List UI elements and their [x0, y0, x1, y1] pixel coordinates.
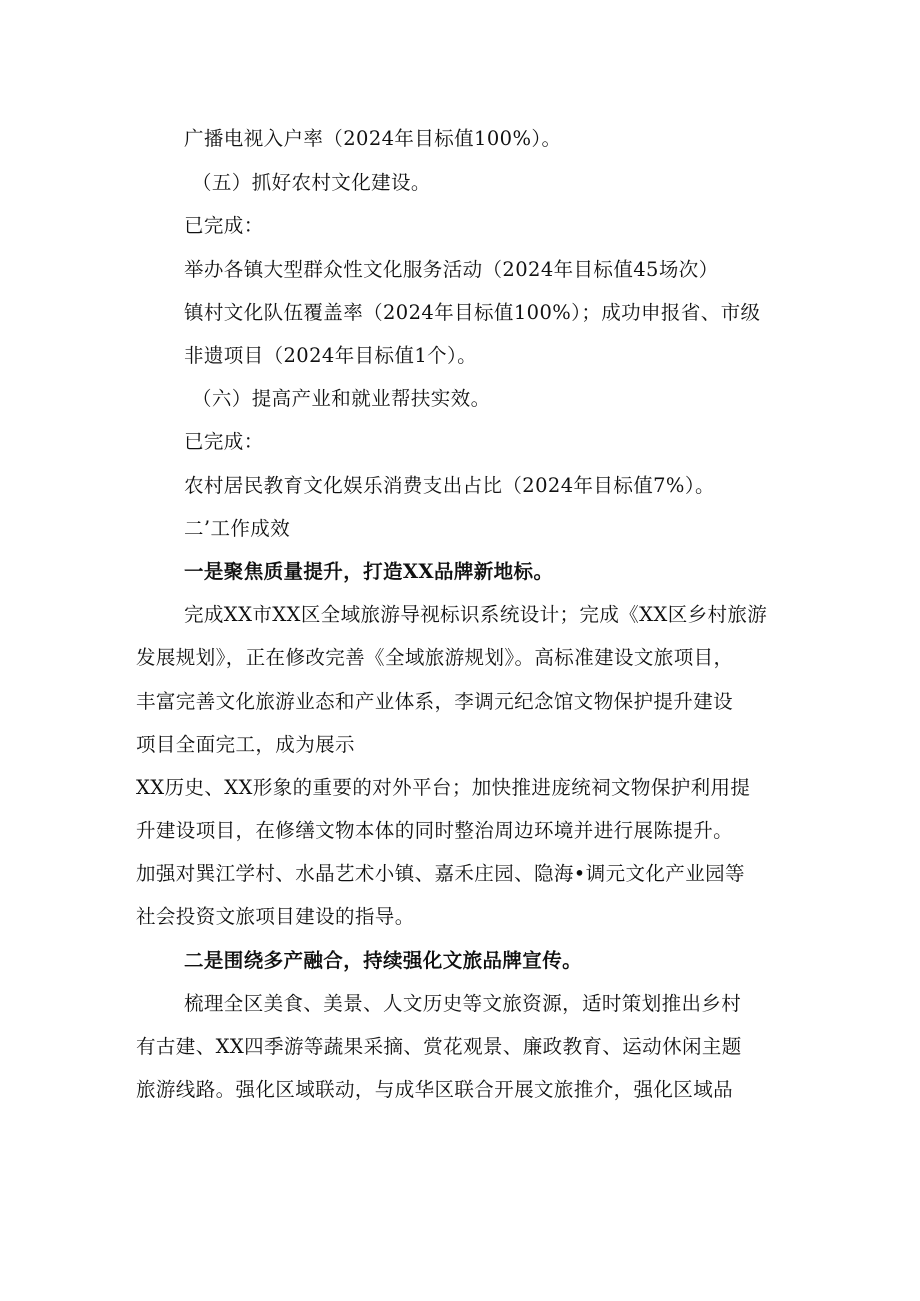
paragraph-line: 梳理全区美食、美景、人文历史等文旅资源，适时策划推出乡村 [184, 992, 742, 1015]
section-heading-results: 二’工作成效 [184, 517, 291, 540]
section-heading-six: （六）提高产业和就业帮扶实效。 [192, 387, 491, 410]
paragraph-line: 完成XX市XX区全域旅游导视标识系统设计；完成《XX区乡村旅游 [184, 603, 768, 626]
paragraph-line: 项目全面完工，成为展示 [136, 733, 355, 756]
paragraph-line: 非遗项目（2024年目标值1个）。 [184, 344, 478, 367]
paragraph-line: 丰富完善文化旅游业态和产业体系，李调元纪念馆文物保护提升建设 [136, 690, 734, 713]
completed-label: 已完成： [184, 430, 264, 453]
paragraph-line: XX历史、XX形象的重要的对外平台；加快推进庞统祠文物保护利用提 [136, 776, 751, 799]
paragraph-line: 农村居民教育文化娱乐消费支出占比（2024年目标值7%）。 [184, 474, 715, 497]
paragraph-line: 加强对巽江学村、水晶艺术小镇、嘉禾庄园、隐海•调元文化产业园等 [136, 862, 745, 885]
paragraph-line: 镇村文化队伍覆盖率（2024年目标值100%）；成功申报省、市级 [184, 301, 761, 324]
paragraph-line: 举办各镇大型群众性文化服务活动（2024年目标值45场次） [184, 258, 719, 281]
completed-label: 已完成： [184, 214, 264, 237]
paragraph-line: 广播电视入户率（2024年目标值100%）。 [184, 127, 562, 150]
paragraph-line: 发展规划》，正在修改完善《全域旅游规划》。高标准建设文旅项目， [136, 646, 734, 669]
paragraph-line: 社会投资文旅项目建设的指导。 [136, 905, 415, 928]
paragraph-line: 升建设项目，在修缮文物本体的同时整治周边环境并进行展陈提升。 [136, 819, 734, 842]
section-heading-five: （五）抓好农村文化建设。 [192, 171, 431, 194]
paragraph-line: 旅游线路。强化区域联动，与成华区联合开展文旅推介，强化区域品 [136, 1078, 734, 1101]
subheading-quality: 一是聚焦质量提升，打造XX品牌新地标。 [184, 560, 554, 583]
subheading-integration: 二是围绕多产融合，持续强化文旅品牌宣传。 [184, 949, 583, 972]
paragraph-line: 有古建、XX四季游等蔬果采摘、赏花观景、廉政教育、运动休闲主题 [136, 1035, 742, 1058]
